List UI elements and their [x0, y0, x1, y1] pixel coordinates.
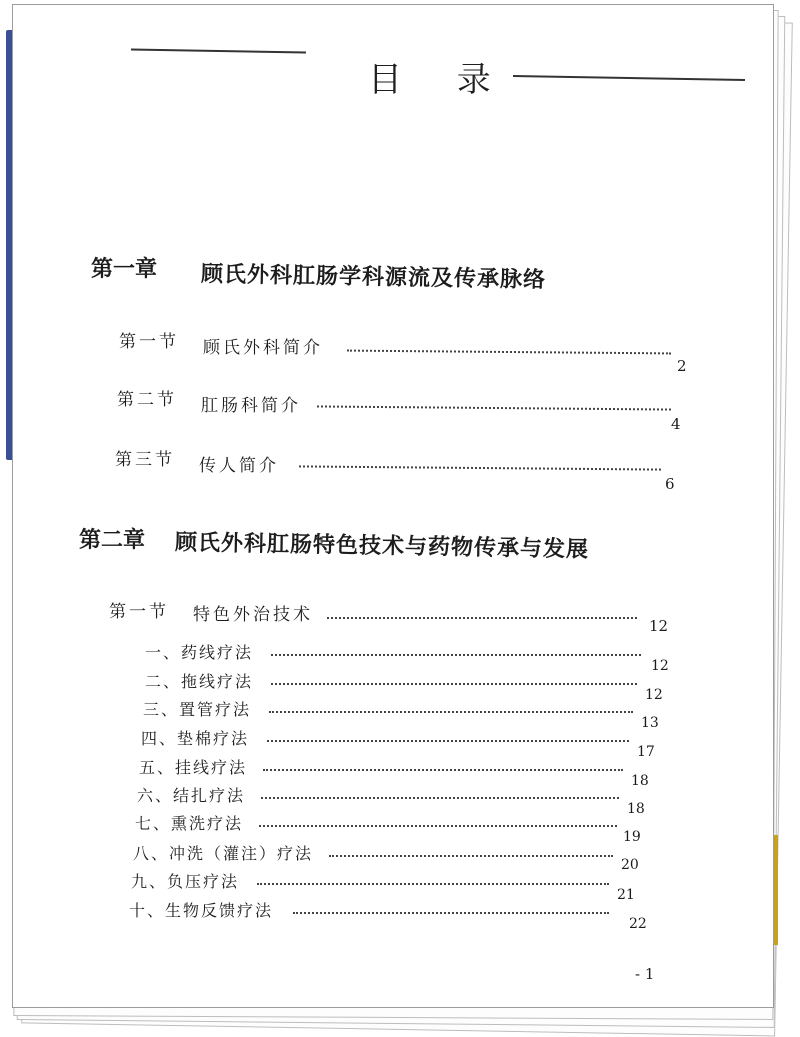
- page-ref: 6: [665, 475, 675, 493]
- item-label: 六、结扎疗法: [137, 786, 246, 805]
- toc-page: [12, 4, 774, 1008]
- leader-dots: [263, 769, 623, 771]
- page-ref: 20: [621, 857, 639, 873]
- section-title: 肛肠科简介: [201, 396, 301, 416]
- page-ref: 18: [631, 773, 649, 789]
- section-title: 特色外治技术: [193, 605, 313, 625]
- leader-dots: [329, 855, 613, 857]
- item-label: 五、挂线疗法: [139, 758, 248, 777]
- header-rule-left: [131, 48, 306, 53]
- chapter-number: 第一章: [91, 256, 158, 282]
- section-number: 第一节: [119, 332, 179, 352]
- leader-dots: [317, 405, 671, 410]
- leader-dots: [267, 740, 629, 742]
- page-ref: 13: [641, 715, 659, 731]
- item-label: 三、置管疗法: [143, 700, 252, 719]
- item-label: 二、拖线疗法: [145, 672, 254, 691]
- leader-dots: [271, 654, 641, 656]
- page-ref: 18: [627, 801, 645, 817]
- section-title: 顾氏外科简介: [203, 338, 323, 358]
- page-number: - 1: [635, 965, 655, 983]
- leader-dots: [299, 465, 661, 470]
- page-ref: 2: [677, 357, 687, 375]
- page-ref: 4: [671, 415, 681, 433]
- leader-dots: [327, 617, 637, 619]
- item-label: 十、生物反馈疗法: [129, 901, 274, 920]
- header-rule-right: [513, 75, 745, 81]
- section-number: 第一节: [109, 602, 169, 622]
- page-ref: 21: [617, 887, 635, 903]
- leader-dots: [259, 825, 617, 827]
- page-ref: 12: [645, 687, 663, 703]
- page-ref: 19: [623, 829, 641, 845]
- page-ref: 17: [637, 744, 655, 760]
- chapter-number: 第二章: [79, 527, 146, 553]
- item-label: 九、负压疗法: [131, 872, 240, 891]
- leader-dots: [293, 912, 609, 914]
- item-label: 七、熏洗疗法: [135, 814, 244, 833]
- leader-dots: [261, 797, 619, 799]
- leader-dots: [347, 350, 671, 355]
- section-number: 第二节: [117, 390, 177, 410]
- item-label: 一、药线疗法: [145, 643, 254, 662]
- item-label: 八、冲洗（灌注）疗法: [133, 844, 314, 863]
- section-title: 传人简介: [199, 456, 279, 476]
- leader-dots: [271, 683, 637, 685]
- leader-dots: [257, 883, 609, 885]
- chapter-title: 顾氏外科肛肠学科源流及传承脉络: [200, 260, 547, 294]
- toc-title: 目 录: [368, 60, 513, 100]
- chapter-title: 顾氏外科肛肠特色技术与药物传承与发展: [174, 529, 590, 563]
- page-ref: 12: [649, 617, 669, 635]
- section-number: 第三节: [115, 450, 175, 470]
- item-label: 四、垫棉疗法: [141, 729, 250, 748]
- leader-dots: [269, 711, 633, 713]
- page-ref: 12: [651, 658, 669, 674]
- page-ref: 22: [629, 916, 647, 932]
